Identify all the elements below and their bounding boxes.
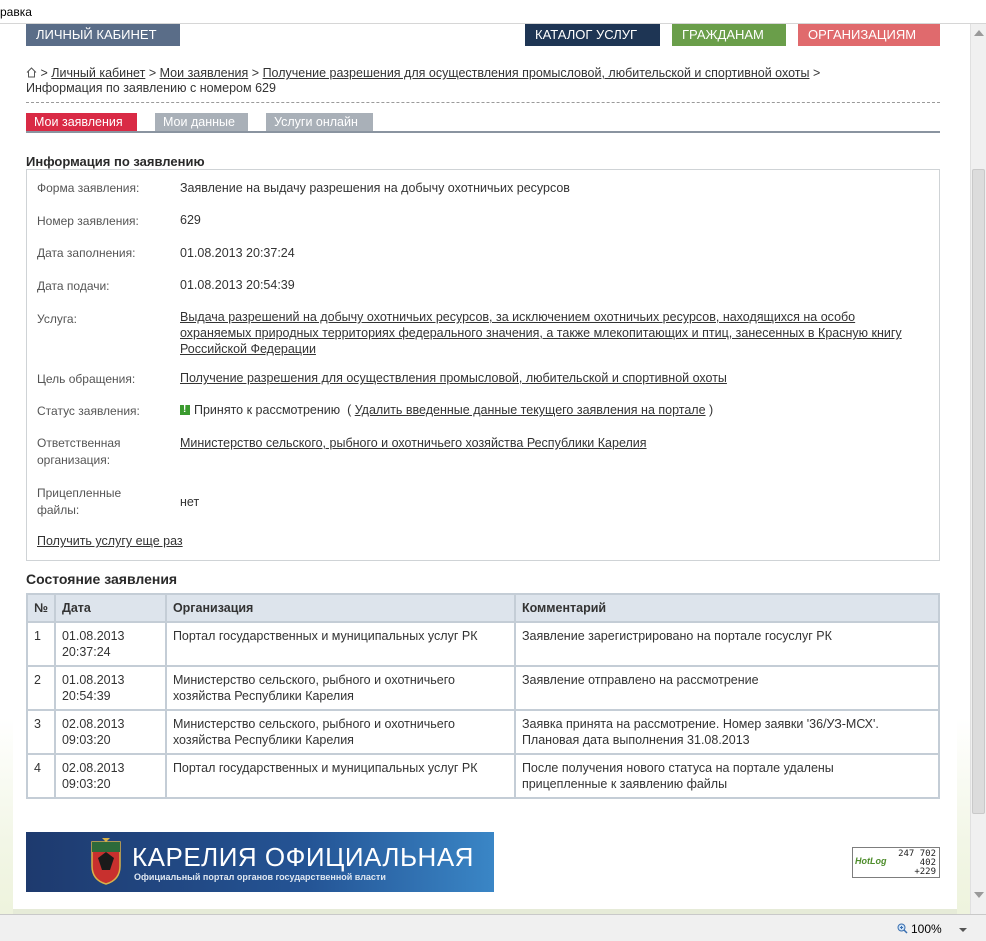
service-value — [180, 309, 925, 357]
files-label-line1: Прицепленные — [37, 486, 122, 500]
karelia-official-banner[interactable] — [26, 832, 494, 892]
cell-org-line2: хозяйства Республики Карелия — [172, 689, 354, 703]
header-comment: Комментарий — [515, 594, 939, 622]
cell-number: 2 — [27, 666, 55, 710]
nav-service-catalog[interactable]: КАТАЛОГ УСЛУГ — [525, 24, 660, 46]
cell-number: 3 — [27, 710, 55, 754]
cell-date — [55, 622, 166, 666]
cell-comment-line1: После получения нового статуса на портале удалены — [521, 761, 834, 775]
counter-today: 402 — [919, 858, 936, 868]
vertical-scrollbar[interactable] — [970, 24, 986, 914]
home-icon[interactable] — [26, 67, 37, 78]
cell-comment-line1: Заявление отправлено на рассмотрение — [521, 673, 759, 687]
table-row — [27, 710, 939, 754]
cell-org-line1: Портал государственных и муниципальных услуг РК — [172, 761, 478, 775]
nav-organizations[interactable]: ОРГАНИЗАЦИЯМ — [798, 24, 940, 46]
service-link[interactable]: Выдача разрешений на добычу охотничьих ресурсов, за исключением охотничьих ресурсов, находящихся на особо охраняемых природных территориях федерального значения, а также млекопитающих и птиц, занесенных в Красную книгу Российской Федерации — [180, 310, 902, 356]
hotlog-counter[interactable] — [852, 847, 940, 878]
filled-date-value: 01.08.2013 20:37:24 — [180, 246, 295, 260]
purpose-link[interactable]: Получение разрешения для осуществления промысловой, любительской и спортивной охоты — [180, 371, 727, 385]
org-label-line1: Ответственная — [37, 436, 121, 450]
delete-application-link[interactable]: Удалить введенные данные текущего заявления на портале — [354, 403, 706, 417]
status-label: Статус заявления: — [37, 404, 140, 418]
status-text: Принято к рассмотрению — [194, 403, 341, 417]
tab-my-data[interactable]: Мои данные — [155, 113, 248, 132]
browser-menubar — [0, 0, 986, 24]
form-value: Заявление на выдачу разрешения на добычу охотничьих ресурсов — [180, 181, 570, 195]
scroll-up-icon[interactable] — [974, 30, 984, 36]
responsible-org-link[interactable]: Министерство сельского, рыбного и охотничьего хозяйства Республики Карелия — [180, 436, 647, 450]
cell-org-line2: хозяйства Республики Карелия — [172, 733, 354, 747]
status-history-table — [26, 593, 940, 799]
hotlog-logo: HotLog — [855, 856, 887, 866]
breadcrumb-separator: > — [40, 66, 48, 80]
cell-date-day: 02.08.2013 — [61, 717, 125, 731]
tabs-underline — [26, 131, 940, 133]
cell-comment-line2: прицепленные к заявлению файлы — [521, 777, 728, 791]
cell-comment-line1: Заявление зарегистрировано на портале госуслуг РК — [521, 629, 832, 643]
tab-my-applications[interactable]: Мои заявления — [26, 113, 137, 132]
cell-date-day: 02.08.2013 — [61, 761, 125, 775]
cell-organization — [166, 622, 515, 666]
banner-subtitle: Официальный портал органов государственной власти — [134, 872, 386, 882]
counter-total: 247 702 — [898, 849, 936, 859]
breadcrumb-hunting-permit[interactable]: Получение разрешения для осуществления промысловой, любительской и спортивной охоты — [262, 66, 810, 80]
cell-comment — [515, 754, 939, 798]
repeat-service-link[interactable]: Получить услугу еще раз — [37, 534, 183, 548]
submitted-date-label: Дата подачи: — [37, 279, 110, 293]
breadcrumb-current: Информация по заявлению с номером 629 — [26, 81, 276, 95]
breadcrumb — [26, 66, 940, 96]
purpose-value — [180, 370, 930, 386]
breadcrumb-separator: > — [148, 66, 157, 80]
submitted-date-value: 01.08.2013 20:54:39 — [180, 278, 295, 292]
status-ok-icon — [180, 405, 190, 415]
table-header-row — [27, 594, 939, 622]
zoom-dropdown-icon[interactable] — [959, 928, 967, 932]
nav-personal-cabinet[interactable]: ЛИЧНЫЙ КАБИНЕТ — [26, 24, 180, 46]
counter-delta: +229 — [914, 867, 936, 877]
number-label: Номер заявления: — [37, 214, 139, 228]
cell-date-time: 09:03:20 — [61, 733, 111, 747]
breadcrumb-separator: > — [812, 66, 821, 80]
cell-date-time: 09:03:20 — [61, 777, 111, 791]
browser-statusbar — [0, 914, 986, 941]
divider — [26, 102, 940, 103]
scroll-down-icon[interactable] — [974, 892, 984, 898]
cell-number: 4 — [27, 754, 55, 798]
menu-item-help[interactable]: равка — [0, 5, 32, 19]
cell-comment — [515, 666, 939, 710]
info-section-title: Информация по заявлению — [26, 154, 205, 169]
files-value: нет — [180, 495, 200, 509]
paren-close: ) — [709, 403, 714, 417]
scroll-thumb[interactable] — [972, 169, 985, 814]
cell-date-time: 20:54:39 — [61, 689, 111, 703]
cell-comment-line2: Плановая дата выполнения 31.08.2013 — [521, 733, 750, 747]
cell-date — [55, 754, 166, 798]
files-label-line2: файлы: — [37, 503, 80, 517]
cell-org-line1: Министерство сельского, рыбного и охотничьего — [172, 673, 455, 687]
header-number: № — [27, 594, 55, 622]
cell-organization — [166, 666, 515, 710]
header-organization: Организация — [166, 594, 515, 622]
breadcrumb-personal-cabinet[interactable]: Личный кабинет — [51, 66, 146, 80]
zoom-icon — [897, 923, 908, 934]
filled-date-label: Дата заполнения: — [37, 246, 136, 260]
paren-open: ( — [347, 403, 352, 417]
cell-org-line1: Портал государственных и муниципальных услуг РК — [172, 629, 478, 643]
karelia-emblem-icon — [88, 836, 124, 886]
nav-citizens[interactable]: ГРАЖДАНАМ — [672, 24, 786, 46]
cell-organization — [166, 710, 515, 754]
tab-online-services[interactable]: Услуги онлайн — [266, 113, 373, 132]
cell-date — [55, 666, 166, 710]
status-section-title: Состояние заявления — [26, 571, 178, 587]
application-info-panel — [26, 169, 940, 561]
org-value — [180, 435, 930, 451]
page-viewport — [0, 24, 970, 914]
service-label: Услуга: — [37, 312, 77, 326]
cell-comment-line1: Заявка принята на рассмотрение. Номер заявки '36/УЗ-МСХ'. — [521, 717, 879, 731]
banner-title: КАРЕЛИЯ ОФИЦИАЛЬНАЯ — [132, 842, 474, 872]
org-label — [37, 435, 121, 469]
form-label: Форма заявления: — [37, 181, 140, 195]
files-label — [37, 485, 121, 519]
cell-organization — [166, 754, 515, 798]
cell-number: 1 — [27, 622, 55, 666]
status-value — [180, 402, 930, 418]
org-label-line2: организация: — [37, 453, 111, 467]
cell-comment — [515, 710, 939, 754]
table-row — [27, 754, 939, 798]
cell-comment — [515, 622, 939, 666]
breadcrumb-my-applications[interactable]: Мои заявления — [159, 66, 249, 80]
cell-date-day: 01.08.2013 — [61, 629, 125, 643]
cell-org-line1: Министерство сельского, рыбного и охотничьего — [172, 717, 455, 731]
breadcrumb-separator: > — [251, 66, 260, 80]
number-value: 629 — [180, 213, 201, 227]
table-row — [27, 622, 939, 666]
cell-date-day: 01.08.2013 — [61, 673, 125, 687]
purpose-label: Цель обращения: — [37, 372, 136, 386]
zoom-level: 100% — [911, 922, 942, 936]
cell-date-time: 20:37:24 — [61, 645, 111, 659]
table-row — [27, 666, 939, 710]
header-date: Дата — [55, 594, 166, 622]
cell-date — [55, 710, 166, 754]
